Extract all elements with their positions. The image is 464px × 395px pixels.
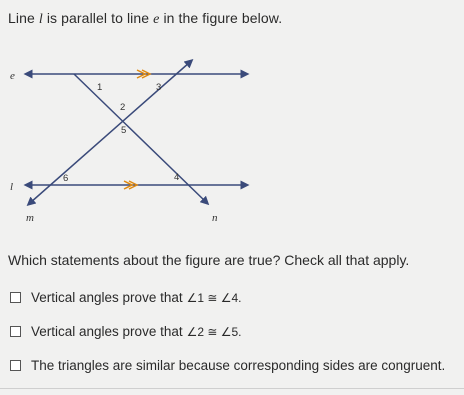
- label-l: l: [10, 181, 14, 193]
- prompt-text-2: is parallel to line: [42, 10, 154, 26]
- option-1-checkbox[interactable]: [10, 292, 21, 303]
- angle-5-label: 5: [121, 125, 127, 136]
- angle-1-label: 1: [97, 82, 103, 93]
- label-e: e: [10, 70, 15, 82]
- divider: [0, 388, 464, 389]
- prompt-var-e: e: [153, 12, 160, 27]
- label-n: n: [212, 212, 218, 224]
- angle-4-label: 4: [174, 172, 180, 183]
- question-text: Which statements about the figure are true? Check all that apply.: [8, 252, 410, 268]
- prompt-var-l: l: [38, 12, 43, 27]
- option-1[interactable]: [10, 290, 242, 305]
- option-2[interactable]: [10, 324, 242, 339]
- label-m: m: [26, 212, 34, 224]
- option-2-checkbox[interactable]: [10, 326, 21, 337]
- option-1-math: ∠1 ≅ ∠4.: [186, 290, 242, 305]
- angle-3-label: 3: [156, 82, 162, 93]
- option-3-text: The triangles are similar because corresponding sides are congruent.: [31, 358, 446, 373]
- angle-2-label: 2: [120, 102, 126, 113]
- parallel-lines-figure: [0, 52, 270, 232]
- prompt-text-3: in the figure below.: [159, 10, 283, 26]
- prompt-text-1: Line: [8, 10, 39, 26]
- angle-6-label: 6: [63, 173, 69, 184]
- option-1-text: Vertical angles prove that: [31, 290, 183, 305]
- problem-statement: [8, 10, 282, 28]
- option-3[interactable]: [10, 358, 445, 373]
- line-m: [30, 62, 190, 203]
- option-3-checkbox[interactable]: [10, 360, 21, 371]
- option-2-text: Vertical angles prove that: [31, 324, 183, 339]
- line-n: [74, 74, 206, 202]
- option-2-math: ∠2 ≅ ∠5.: [186, 324, 242, 339]
